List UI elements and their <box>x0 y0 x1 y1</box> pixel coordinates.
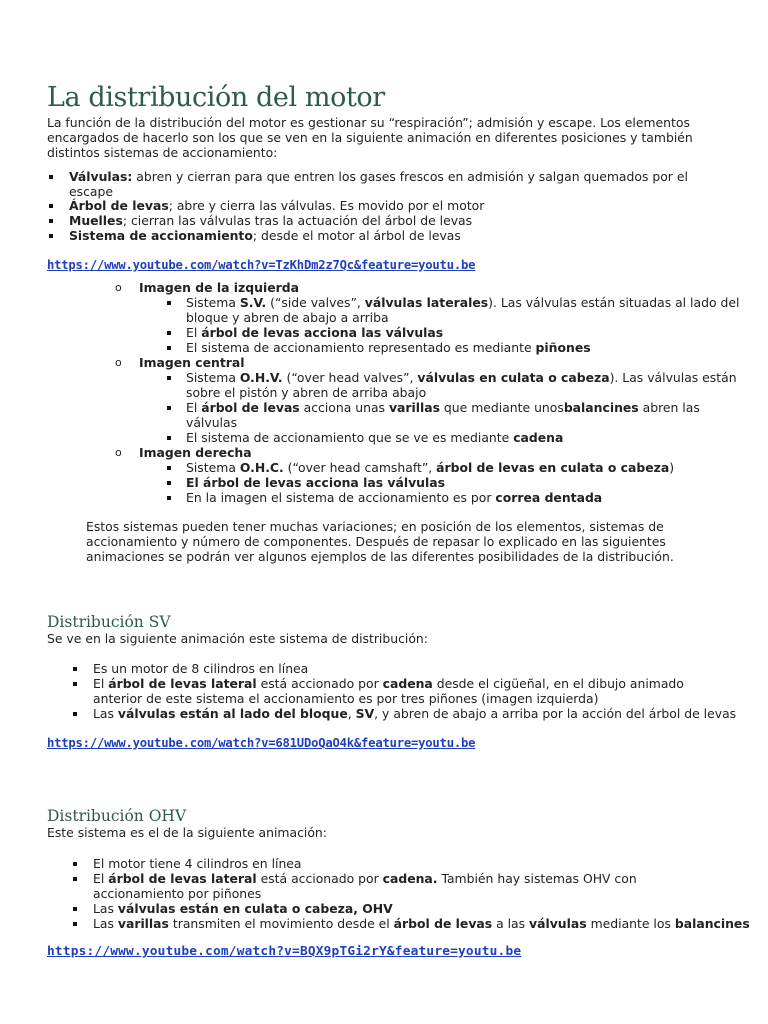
cen-item-1-cont: sobre el pistón y abren de arriba abajo <box>186 385 427 400</box>
sv-intro: Se ve en la siguiente animación este sistema de distribución: <box>47 631 428 646</box>
page-title: La distribución del motor <box>47 82 385 113</box>
cen-item-1: Sistema O.H.V. (“over head valves”, válvulas en culata o cabeza). Las válvulas están <box>186 370 737 385</box>
izq-item-2: El árbol de levas acciona las válvulas <box>186 325 444 340</box>
list-item-sistema: Sistema de accionamiento; desde el motor al árbol de levas <box>69 228 461 243</box>
cen-item-3: El sistema de accionamiento que se ve es mediante cadena <box>186 430 564 445</box>
izq-item-1: Sistema S.V. (“side valves”, válvulas laterales). Las válvulas están situadas al lado del <box>186 295 740 310</box>
square-bullet-icon <box>167 346 171 350</box>
list-item-valvulas: Válvulas: abren y cierran para que entren los gases frescos en admisión y salgan quemados por el <box>69 169 688 184</box>
square-bullet-icon <box>49 175 53 179</box>
ohv-item-2-cont: accionamiento por piñones <box>93 886 262 901</box>
square-bullet-icon <box>167 436 171 440</box>
sv-item-3: Las válvulas están al lado del bloque, SV, y abren de abajo a arriba por la acción del árbol de levas <box>93 706 737 721</box>
square-bullet-icon <box>49 204 53 208</box>
list-item-arbol: Árbol de levas; abre y cierra las válvulas. Es movido por el motor <box>69 198 485 213</box>
heading-imagen-izquierda: Imagen de la izquierda <box>139 280 299 295</box>
square-bullet-icon <box>167 466 171 470</box>
square-bullet-icon <box>73 907 77 911</box>
circle-bullet-icon: o <box>115 281 122 294</box>
intro-line-2: encargados de hacerlo son los que se ven en la siguiente animación en diferentes posiciones y también <box>47 130 693 145</box>
youtube-link-ohv[interactable]: https://www.youtube.com/watch?v=BQX9pTGi2rY&feature=youtu.be <box>47 944 522 959</box>
list-item-valvulas-cont: escape <box>69 184 113 199</box>
sv-item-2: El árbol de levas lateral está accionado por cadena desde el cigüeñal, en el dibujo animado <box>93 676 684 691</box>
section-heading-ohv: Distribución OHV <box>47 807 187 825</box>
square-bullet-icon <box>73 862 77 866</box>
heading-imagen-derecha: Imagen derecha <box>139 445 252 460</box>
list-item-muelles: Muelles; cierran las válvulas tras la actuación del árbol de levas <box>69 213 473 228</box>
square-bullet-icon <box>49 219 53 223</box>
ohv-item-2: El árbol de levas lateral está accionado por cadena. También hay sistemas OHV con <box>93 871 637 886</box>
ohv-intro: Este sistema es el de la siguiente animación: <box>47 825 327 840</box>
section-heading-sv: Distribución SV <box>47 613 171 631</box>
square-bullet-icon <box>167 301 171 305</box>
variations-line-3: animaciones se podrán ver algunos ejemplos de las diferentes posibilidades de la distribución. <box>86 549 674 564</box>
ohv-item-1: El motor tiene 4 cilindros en línea <box>93 856 302 871</box>
youtube-link-1[interactable]: https://www.youtube.com/watch?v=TzKhDm2z7Qc&feature=youtu.be <box>47 258 476 272</box>
square-bullet-icon <box>49 234 53 238</box>
cen-item-2-cont: válvulas <box>186 415 238 430</box>
heading-imagen-central: Imagen central <box>139 355 245 370</box>
square-bullet-icon <box>167 496 171 500</box>
sv-item-2-cont: anterior de este sistema el accionamiento es por tres piñones (imagen izquierda) <box>93 691 599 706</box>
square-bullet-icon <box>73 922 77 926</box>
ohv-item-3: Las válvulas están en culata o cabeza, OHV <box>93 901 393 916</box>
square-bullet-icon <box>73 877 77 881</box>
der-item-1: Sistema O.H.C. (“over head camshaft”, árbol de levas en culata o cabeza) <box>186 460 675 475</box>
der-item-3: En la imagen el sistema de accionamiento es por correa dentada <box>186 490 603 505</box>
circle-bullet-icon: o <box>115 356 122 369</box>
izq-item-1-cont: bloque y abren de abajo a arriba <box>186 310 389 325</box>
ohv-item-4: Las varillas transmiten el movimiento desde el árbol de levas a las válvulas mediante los balancines <box>93 916 750 931</box>
der-item-2: El árbol de levas acciona las válvulas <box>186 475 445 490</box>
cen-item-2: El árbol de levas acciona unas varillas que mediante unosbalancines abren las <box>186 400 700 415</box>
izq-item-3: El sistema de accionamiento representado es mediante piñones <box>186 340 591 355</box>
square-bullet-icon <box>73 682 77 686</box>
sv-item-1: Es un motor de 8 cilindros en línea <box>93 661 309 676</box>
variations-line-2: accionamiento y número de componentes. Después de repasar lo explicado en las siguientes <box>86 534 666 549</box>
square-bullet-icon <box>167 481 171 485</box>
circle-bullet-icon: o <box>115 446 122 459</box>
youtube-link-sv[interactable]: https://www.youtube.com/watch?v=681UDoQaO4k&feature=youtu.be <box>47 736 476 750</box>
variations-line-1: Estos sistemas pueden tener muchas variaciones; en posición de los elementos, sistemas de <box>86 519 664 534</box>
square-bullet-icon <box>73 667 77 671</box>
square-bullet-icon <box>167 406 171 410</box>
square-bullet-icon <box>167 331 171 335</box>
intro-line-3: distintos sistemas de accionamiento: <box>47 145 278 160</box>
square-bullet-icon <box>73 712 77 716</box>
intro-line-1: La función de la distribución del motor es gestionar su “respiración”; admisión y escape. Los elementos <box>47 115 690 130</box>
square-bullet-icon <box>167 376 171 380</box>
